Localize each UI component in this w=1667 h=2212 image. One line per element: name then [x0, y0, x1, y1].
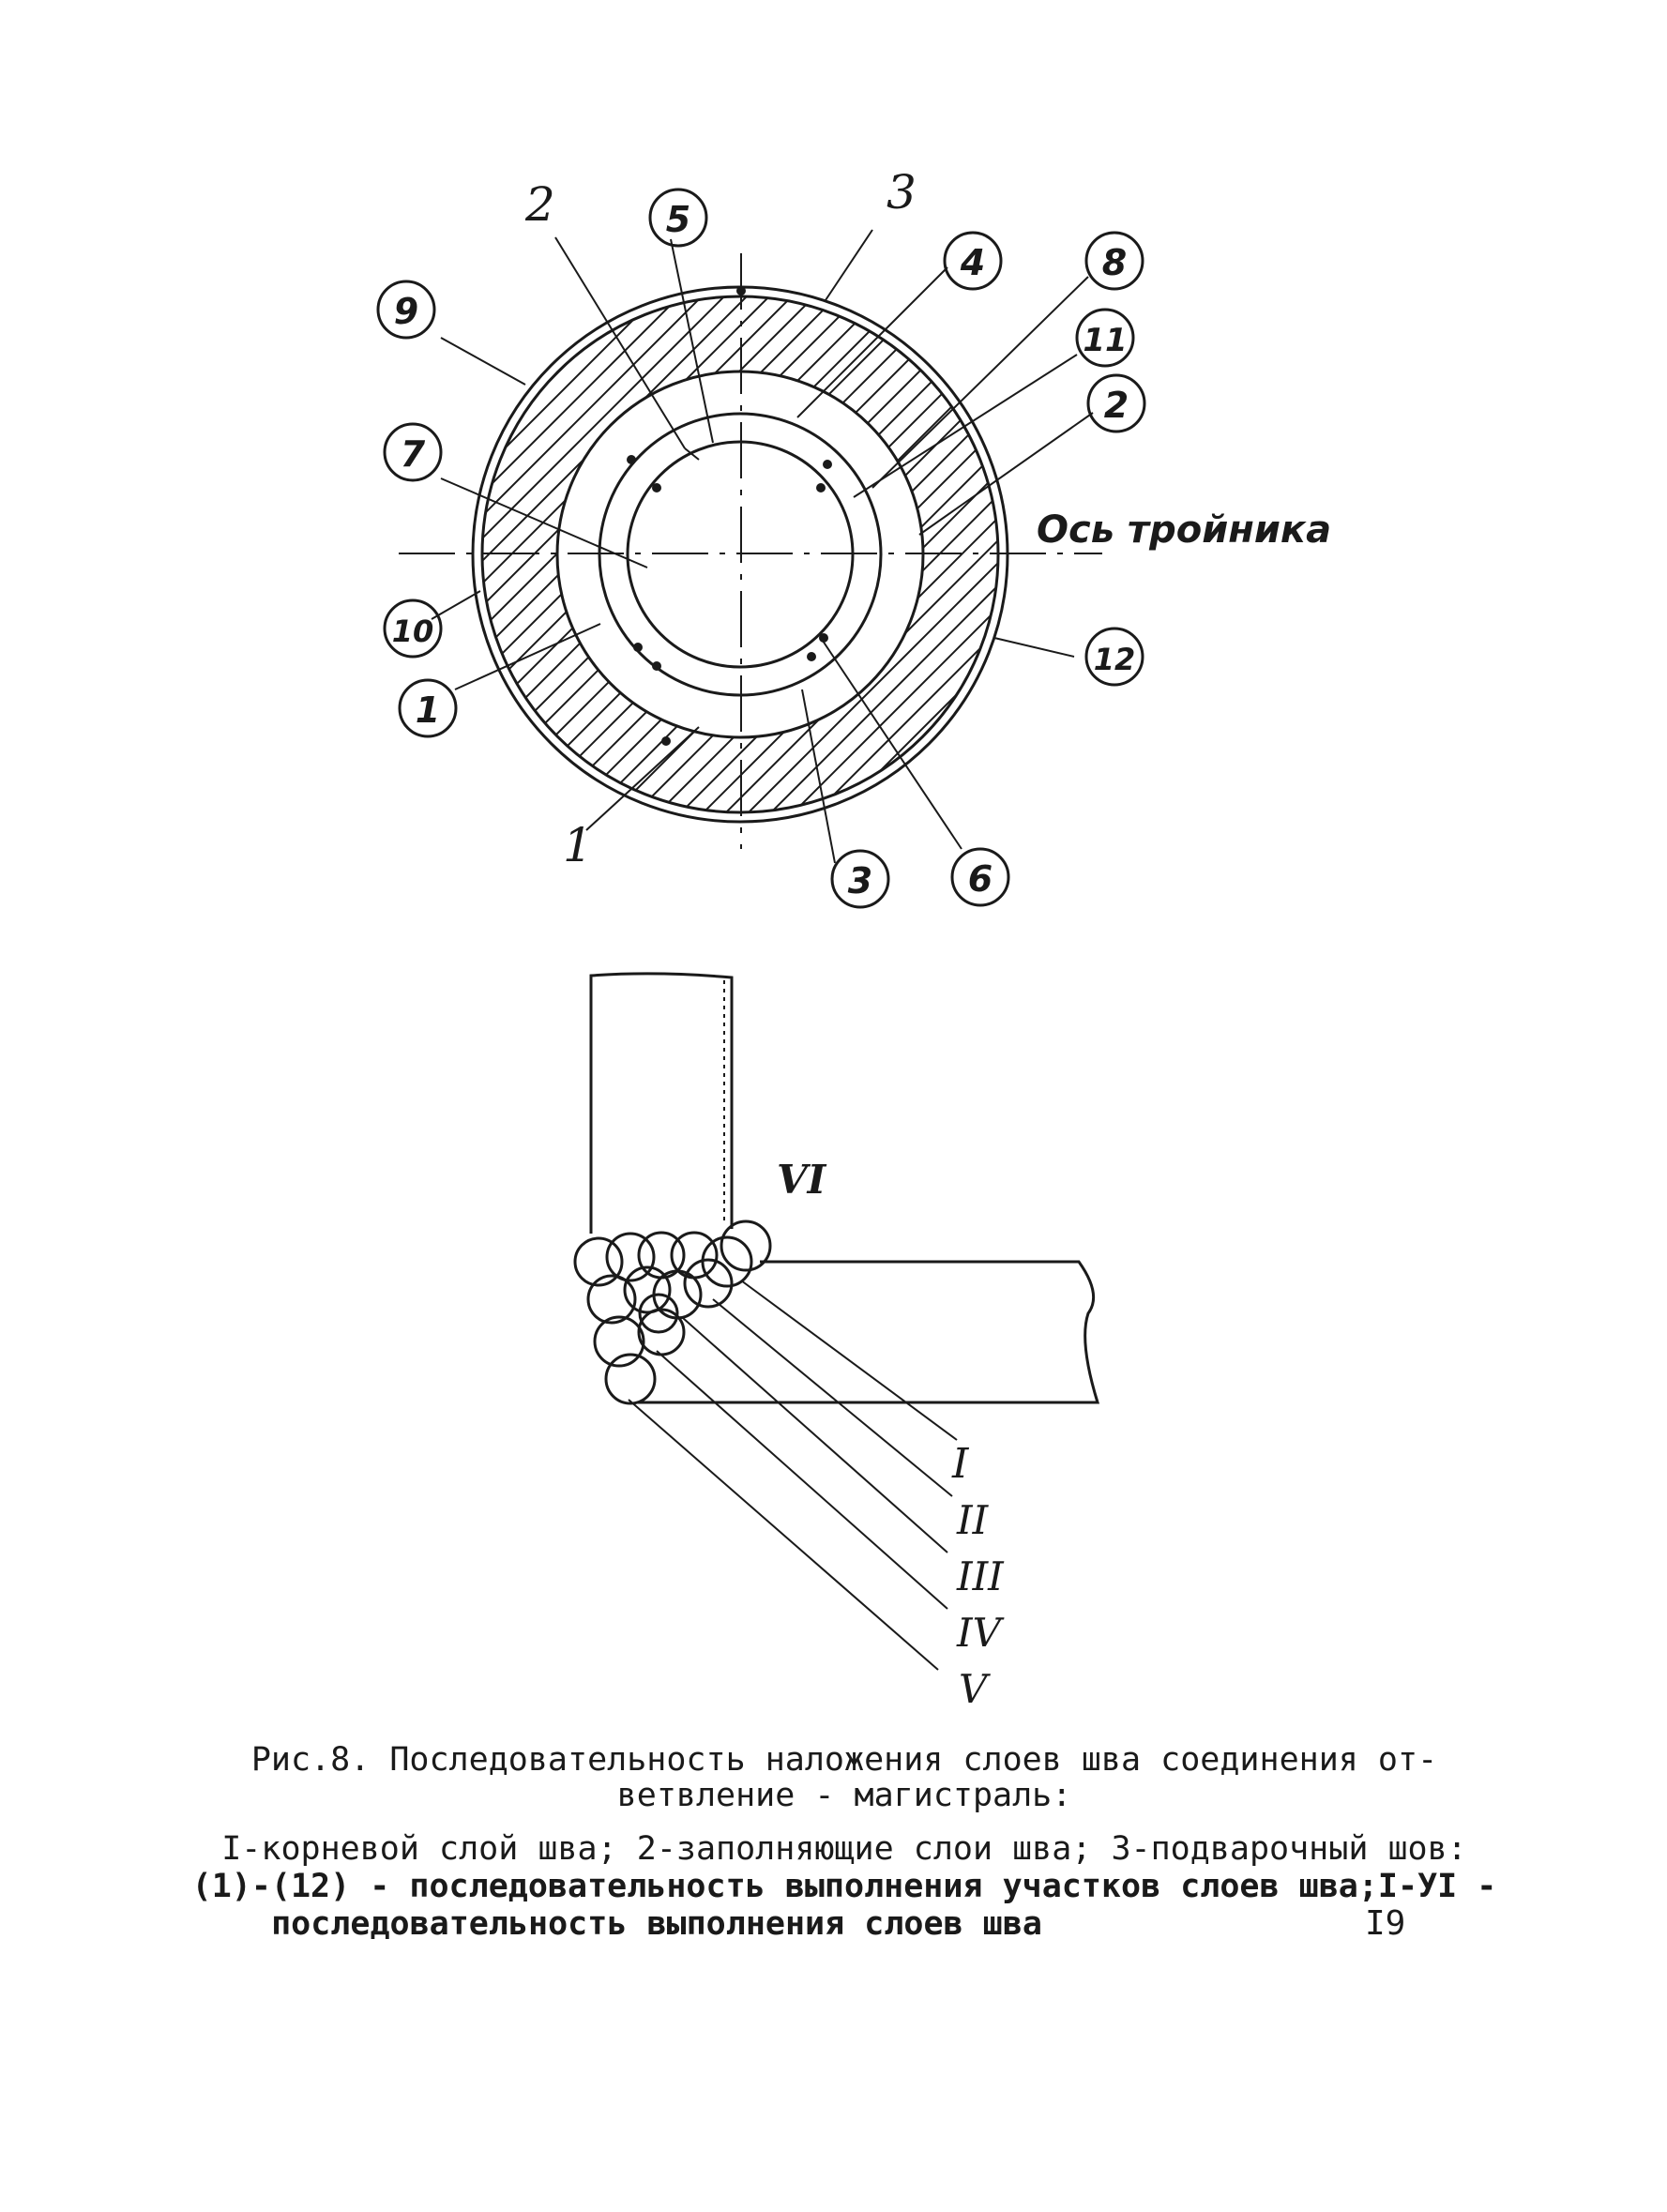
layer-label-IV: IV [957, 1610, 1001, 1656]
circle-label-5-text: 5 [665, 199, 691, 240]
circle-label-3-text: 3 [847, 860, 873, 901]
pipe-cross-section [0, 165, 1667, 930]
circle-label-2-text: 2 [1103, 385, 1129, 426]
caption-line-1: Рис.8. Последовательность наложения слоев шва соединения от- [250, 1741, 1438, 1779]
label-3-plain: 3 [887, 165, 917, 220]
weld-beads [575, 1221, 770, 1403]
circle-label-6-text: 6 [967, 858, 993, 900]
caption-line-3: I-корневой слой шва; 2-заполняющие слои шва; 3-подварочный шов: [221, 1830, 1467, 1868]
label-2-plain: 2 [525, 177, 555, 232]
layer-leaders [629, 1280, 957, 1670]
circle-label-11-text: 11 [1083, 322, 1128, 359]
caption-line-4 [188, 1867, 1501, 1906]
layer-label-I: I [952, 1440, 969, 1488]
layer-label-III: III [957, 1553, 1004, 1599]
caption-line-5: последовательность выполнения слоев шва [271, 1905, 1042, 1943]
layer-label-II: II [957, 1497, 989, 1543]
circle-label-7-text: 7 [400, 433, 426, 475]
label-1-plain: 1 [563, 818, 593, 872]
circle-label-8-text: 8 [1101, 242, 1128, 283]
axis-label: Ось тройника [1037, 508, 1332, 552]
layer-label-V: V [959, 1666, 988, 1712]
caption-line-2: ветвление - магистраль: [616, 1777, 1072, 1814]
circle-label-9-text: 9 [393, 291, 419, 332]
circle-label-12-text: 12 [1093, 642, 1136, 677]
caption-circled-range: (1)-(12) [191, 1868, 351, 1905]
branch-wall [591, 974, 732, 1234]
circle-label-4-text: 4 [960, 242, 986, 283]
layer-label-VI: VI [777, 1157, 826, 1203]
main-wall [638, 1262, 1098, 1402]
circle-label-1-text: 1 [415, 689, 441, 731]
page-number: I9 [1365, 1904, 1406, 1943]
caption-line-4-text: - последовательность выполнения участков слоев шва;I-УI - [350, 1868, 1497, 1905]
weld-joint-section [575, 974, 1098, 1712]
circle-label-10-text: 10 [391, 614, 434, 649]
